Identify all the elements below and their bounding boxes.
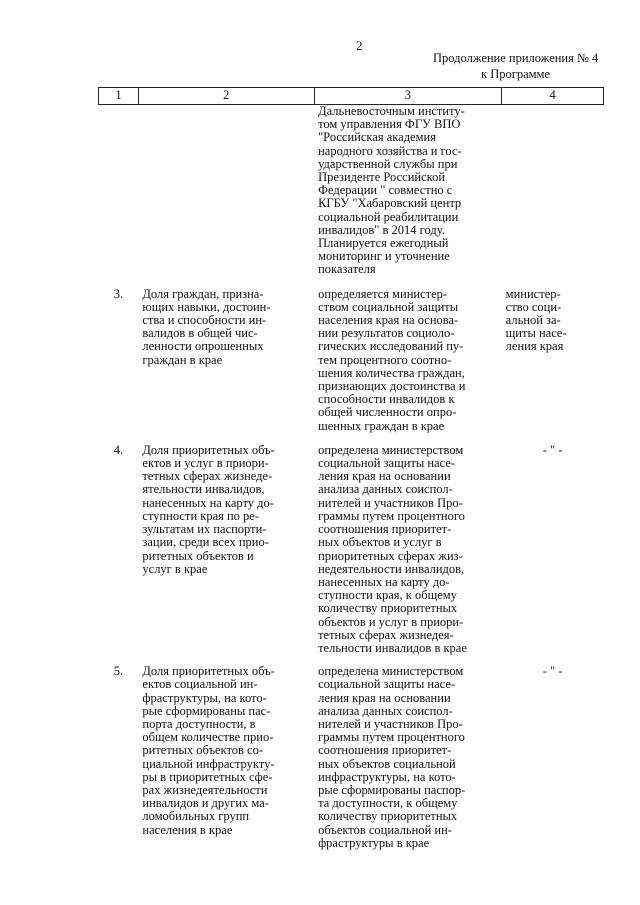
row-number: 5.: [113, 664, 124, 679]
appendix-note-line1: Продолжение приложения № 4: [433, 51, 599, 65]
row-number: [99, 105, 139, 277]
indicator-name: Доля приоритетных объ- ектов и услуг в приори- тетных сферах жизнеде- ятельности инвалидов, нанесенных на карту до- ступности края по ре- зультатам их паспорти- зации, среди всех прио- ритетных объектов и услуг в крае: [142, 442, 275, 576]
responsible-body: - " -: [542, 664, 563, 679]
table-row: [99, 655, 604, 850]
table-row: [99, 105, 604, 277]
responsible-body: - " -: [542, 442, 563, 457]
header-col-1: 1: [99, 88, 139, 105]
row-number: 3.: [113, 286, 124, 301]
responsible-body: [502, 105, 604, 277]
table-header-row: [99, 88, 604, 105]
table-row: [99, 277, 604, 433]
appendix-note-line2: к Программе: [481, 67, 551, 81]
header-col-4: 4: [502, 88, 604, 105]
calculation-method: определена министерством социальной защиты насе- ления края на основании анализа данных соиспол- нителей и участников Про- граммы путем процентного соотношения приоритет- ных объектов и услуг в приоритетных сферах жиз- недеятельности инвалидов, нанесенных на карту до- ступности края, к общему количеству приоритетных объектов и услуг в приори- тетных сферах жизнедея- тельности инвалидов в крае: [318, 442, 467, 655]
indicators-table: [98, 87, 604, 850]
page-number: 2: [356, 38, 363, 53]
indicator-name: [138, 105, 314, 277]
calculation-method: определена министерством социальной защиты насе- ления края на основании анализа данных соиспол- нителей и участников Про- граммы путем процентного соотношения приоритет- ных объектов социальной инфраструктуры, на кото- рые сформированы паспор- та доступности, к общему количеству приоритетных объектов социальной ин- фраструктуры в крае: [318, 664, 466, 850]
row-number: 4.: [113, 442, 124, 457]
table-row: [99, 433, 604, 655]
calculation-method: определяется министер- ством социальной защиты населения края на основа- нии результатов социоло- гических исследований пу- тем процентного соотно- шения количества граждан, признающих достоинства и способности инвалидов к общей численности опро- шенных граждан в крае: [318, 286, 466, 433]
responsible-body: министер- ство соци- альной за- щиты насе- ления края: [505, 286, 567, 354]
calculation-method: Дальневосточным институ- том управления ФГУ ВПО "Российская академия народного хозяйства и гос- ударственной службы при Президенте Российской Федерации " совместно с КГБУ "Хабаровский центр социальной реабилитации инвалидов" в 2014 году. Планируется ежегодный мониторинг и уточнение показателя: [318, 104, 465, 277]
header-col-2: 2: [138, 88, 314, 105]
indicator-name: Доля приоритетных объ- ектов социальной ин- фраструктуры, на кото- рые сформированы пас- порта доступности, в общем количестве прио- ритетных объектов со- циальной инфраструкту- ры в приоритетных сфе- рах жизнедеятельности инвалидов и других ма- ломобильных групп населения в крае: [142, 664, 275, 837]
header-col-3: 3: [314, 88, 502, 105]
indicator-name: Доля граждан, призна- ющих навыки, достоин- ства и способности ин- валидов в общей чис- ленности опрошенных граждан в крае: [142, 286, 271, 367]
